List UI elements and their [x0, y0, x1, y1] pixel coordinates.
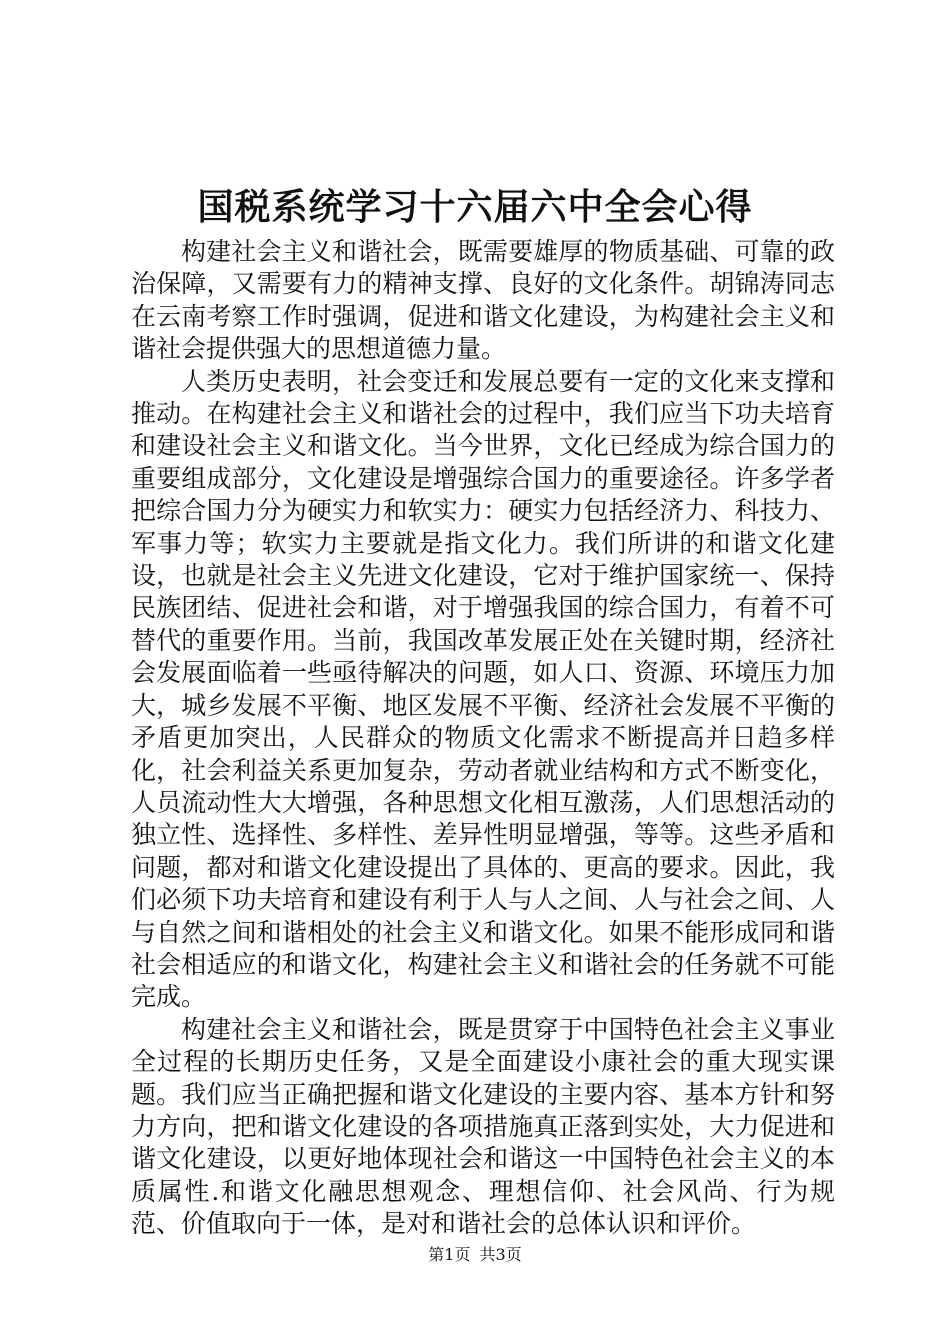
paragraph-3: 构建社会主义和谐社会，既是贯穿于中国特色社会主义事业全过程的长期历史任务，又是全面建设小康社会的重大现实课题。我们应当正确把握和谐文化建设的主要内容、基本方针和努力方向，把和谐文化建设的各项措施真正落到实处，大力促进和谐文化建设，以更好地体现社会和谐这一中国特色社会主义的本质属性.和谐文化融思想观念、理想信仰、社会风尚、行为规范、价值取向于一体，是对和谐社会的总体认识和评价。 [131, 1014, 835, 1239]
page-footer [0, 1244, 950, 1266]
paragraph-2: 人类历史表明，社会变迁和发展总要有一定的文化来支撑和推动。在构建社会主义和谐社会的过程中，我们应当下功夫培育和建设社会主义和谐文化。当今世界，文化已经成为综合国力的重要组成部分，文化建设是增强综合国力的重要途径。许多学者把综合国力分为硬实力和软实力：硬实力包括经济力、科技力、军事力等；软实力主要就是指文化力。我们所讲的和谐文化建设，也就是社会主义先进文化建设，它对于维护国家统一、保持民族团结、促进社会和谐，对于增强我国的综合国力，有着不可替代的重要作用。当前，我国改革发展正处在关键时期，经济社会发展面临着一些亟待解决的问题，如人口、资源、环境压力加大，城乡发展不平衡、地区发展不平衡、经济社会发展不平衡的矛盾更加突出，人民群众的物质文化需求不断提高并日趋多样化，社会利益关系更加复杂，劳动者就业结构和方式不断变化，人员流动性大大增强，各种思想文化相互激荡，人们思想活动的独立性、选择性、多样性、差异性明显增强，等等。这些矛盾和问题，都对和谐文化建设提出了具体的、更高的要求。因此，我们必须下功夫培育和建设有利于人与人之间、人与社会之间、人与自然之间和谐相处的社会主义和谐文化。如果不能形成同和谐社会相适应的和谐文化，构建社会主义和谐社会的任务就不可能完成。 [131, 366, 835, 1012]
page-number: 第1页 [428, 1245, 471, 1264]
page-total: 共3页 [479, 1245, 522, 1264]
document-body [131, 236, 835, 1241]
document-title: 国税系统学习十六届六中全会心得 [197, 186, 753, 228]
paragraph-1: 构建社会主义和谐社会，既需要雄厚的物质基础、可靠的政治保障，又需要有力的精神支撑、良好的文化条件。胡锦涛同志在云南考察工作时强调，促进和谐文化建设，为构建社会主义和谐社会提供强大的思想道德力量。 [131, 237, 835, 364]
